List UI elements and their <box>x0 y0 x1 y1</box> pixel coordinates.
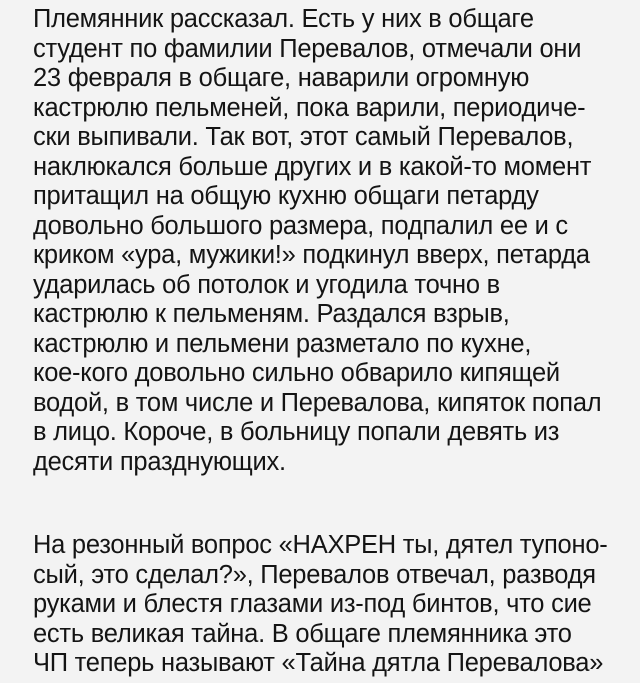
text-line: сый, это сделал?», Перевалов отвечал, разводя <box>33 560 596 589</box>
text-line: довольно большого размера, подпалил ее и с <box>33 211 568 240</box>
text-line: студент по фамилии Перевалов, отмечали они <box>33 34 582 63</box>
text-line: 23 февраля в общаге, наварили огромную <box>33 64 530 92</box>
text-line: кастрюлю пельменей, пока варили, периодиче- <box>33 93 586 122</box>
text-line: ски выпивали. Так вот, этот самый Перевалов, <box>33 123 574 151</box>
text-line: наклюкался больше других и в какой-то момент <box>33 152 592 181</box>
text-line: десяти празднующих. <box>33 447 286 476</box>
text-line: притащил на общую кухню общаги петарду <box>33 182 539 210</box>
text-line: руками и блестя глазами из-под бинтов, что сие <box>33 590 592 618</box>
text-line: ударилась об потолок и угодила точно в <box>33 270 500 299</box>
paragraph-2 <box>33 531 628 679</box>
text-line: ЧП теперь называют «Тайна дятла Перевалова» <box>33 649 604 677</box>
text-line: есть великая тайна. В общаге племянника это <box>33 619 572 648</box>
text-line: На резонный вопрос «НАХРЕН ты, дятел тупоно- <box>33 531 608 559</box>
text-line: кое-кого довольно сильно обварило кипящей <box>33 359 560 387</box>
paragraph-1 <box>33 5 628 477</box>
text-line: водой, в том числе и Перевалова, кипяток попал <box>33 388 602 417</box>
text-line: Племянник рассказал. Есть у них в общаге <box>33 5 534 33</box>
text-line: кастрюлю и пельмени разметало по кухне, <box>33 329 532 358</box>
text-line: кастрюлю к пельменям. Раздался взрыв, <box>33 300 510 328</box>
text-line: в лицо. Короче, в больницу попали девять из <box>33 418 560 446</box>
paragraph-gap <box>33 477 628 531</box>
text-line: криком «ура, мужики!» подкинул вверх, петарда <box>33 241 590 269</box>
